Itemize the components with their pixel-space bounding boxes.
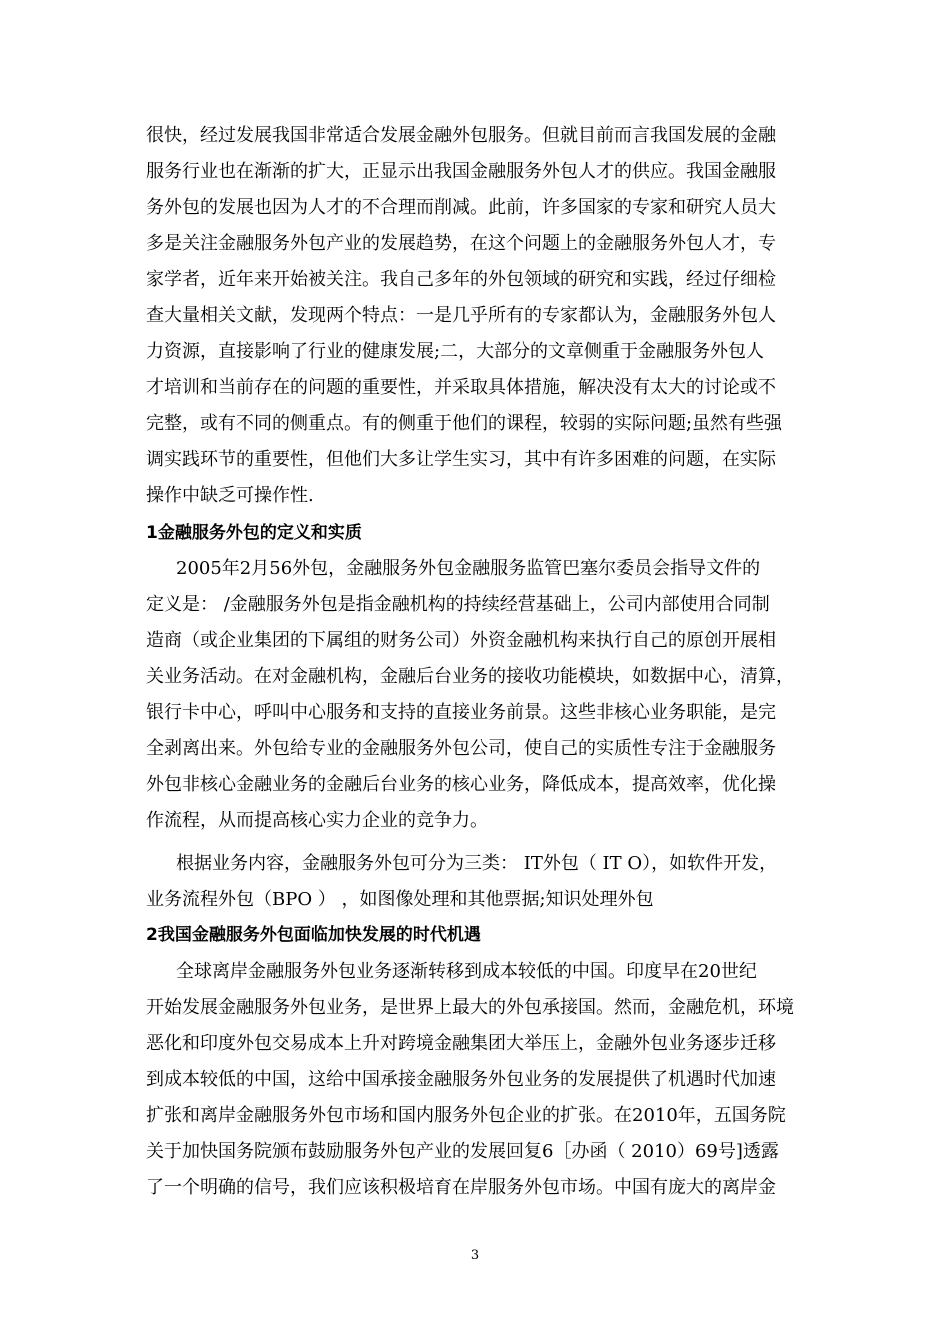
paragraph-line: 2005年2月56外包，金融服务外包金融服务监管巴塞尔委员会指导文件的 (176, 558, 761, 579)
paragraph-line: 关于加快国务院颁布鼓励服务外包产业的发展回复6［办函（ 2010）69号]透露 (146, 1141, 779, 1162)
section-heading: 2我国金融服务外包面临加快发展的时代机遇 (146, 925, 481, 945)
paragraph-line: 才培训和当前存在的问题的重要性，并采取具体措施，解决没有太大的讨论或不 (146, 377, 776, 398)
section-heading: 1金融服务外包的定义和实质 (146, 523, 362, 543)
paragraph-line: 业务流程外包（BPO ） ，如图像处理和其他票据;知识处理外包 (146, 889, 654, 910)
paragraph-line: 开始发展金融服务外包业务，是世界上最大的外包承接国。然而，金融危机，环境 (146, 997, 794, 1018)
paragraph-line: 银行卡中心，呼叫中心服务和支持的直接业务前景。这些非核心业务职能，是完 (146, 702, 776, 723)
paragraph-line: 查大量相关文献，发现两个特点：一是几乎所有的专家都认为，金融服务外包人 (146, 305, 776, 326)
paragraph-line: 恶化和印度外包交易成本上升对跨境金融集团大举压上，金融外包业务逐步迁移 (146, 1033, 776, 1054)
paragraph-line: 完整，或有不同的侧重点。有的侧重于他们的课程，较弱的实际问题;虽然有些强 (146, 413, 783, 434)
paragraph-line: 调实践环节的重要性，但他们大多让学生实习，其中有许多困难的问题，在实际 (146, 449, 776, 470)
paragraph-line: 扩张和离岸金融服务外包市场和国内服务外包企业的扩张。在2010年，五国务院 (146, 1105, 786, 1126)
paragraph-line: 作流程，从而提高核心实力企业的竞争力。 (146, 810, 488, 831)
paragraph-line: 关业务活动。在对金融机构，金融后台业务的接收功能模块，如数据中心，清算， (146, 666, 794, 687)
page-number: 3 (470, 1248, 480, 1263)
paragraph-line: 外包非核心金融业务的金融后台业务的核心业务，降低成本，提高效率，优化操 (146, 774, 776, 795)
paragraph-line: 全剥离出来。外包给专业的金融服务外包公司，使自己的实质性专注于金融服务 (146, 738, 776, 759)
paragraph-line: 很快，经过发展我国非常适合发展金融外包服务。但就目前而言我国发展的金融 (146, 125, 776, 146)
paragraph-line: 操作中缺乏可操作性. (146, 485, 314, 506)
paragraph-line: 家学者，近年来开始被关注。我自己多年的外包领域的研究和实践，经过仔细检 (146, 269, 776, 290)
paragraph-line: 服务行业也在渐渐的扩大，正显示出我国金融服务外包人才的供应。我国金融服 (146, 161, 776, 182)
paragraph-line: 力资源，直接影响了行业的健康发展;二，大部分的文章侧重于金融服务外包人 (146, 341, 765, 362)
paragraph-line: 造商（或企业集团的下属组的财务公司）外资金融机构来执行自己的原创开展相 (146, 630, 776, 651)
paragraph-line: 务外包的发展也因为人才的不合理而削减。此前，许多国家的专家和研究人员大 (146, 197, 776, 218)
paragraph-line: 多是关注金融服务外包产业的发展趋势，在这个问题上的金融服务外包人才，专 (146, 233, 776, 254)
paragraph-line: 全球离岸金融服务外包业务逐渐转移到成本较低的中国。印度早在20世纪 (176, 961, 757, 982)
paragraph-line: 根据业务内容，金融服务外包可分为三类： IT外包（ IT O），如软件开发， (176, 853, 778, 874)
paragraph-line: 了一个明确的信号，我们应该积极培育在岸服务外包市场。中国有庞大的离岸金 (146, 1177, 776, 1198)
paragraph-line: 定义是： /金融服务外包是指金融机构的持续经营基础上，公司内部使用合同制 (146, 594, 770, 615)
paragraph-line: 到成本较低的中国，这给中国承接金融服务外包业务的发展提供了机遇时代加速 (146, 1069, 776, 1090)
